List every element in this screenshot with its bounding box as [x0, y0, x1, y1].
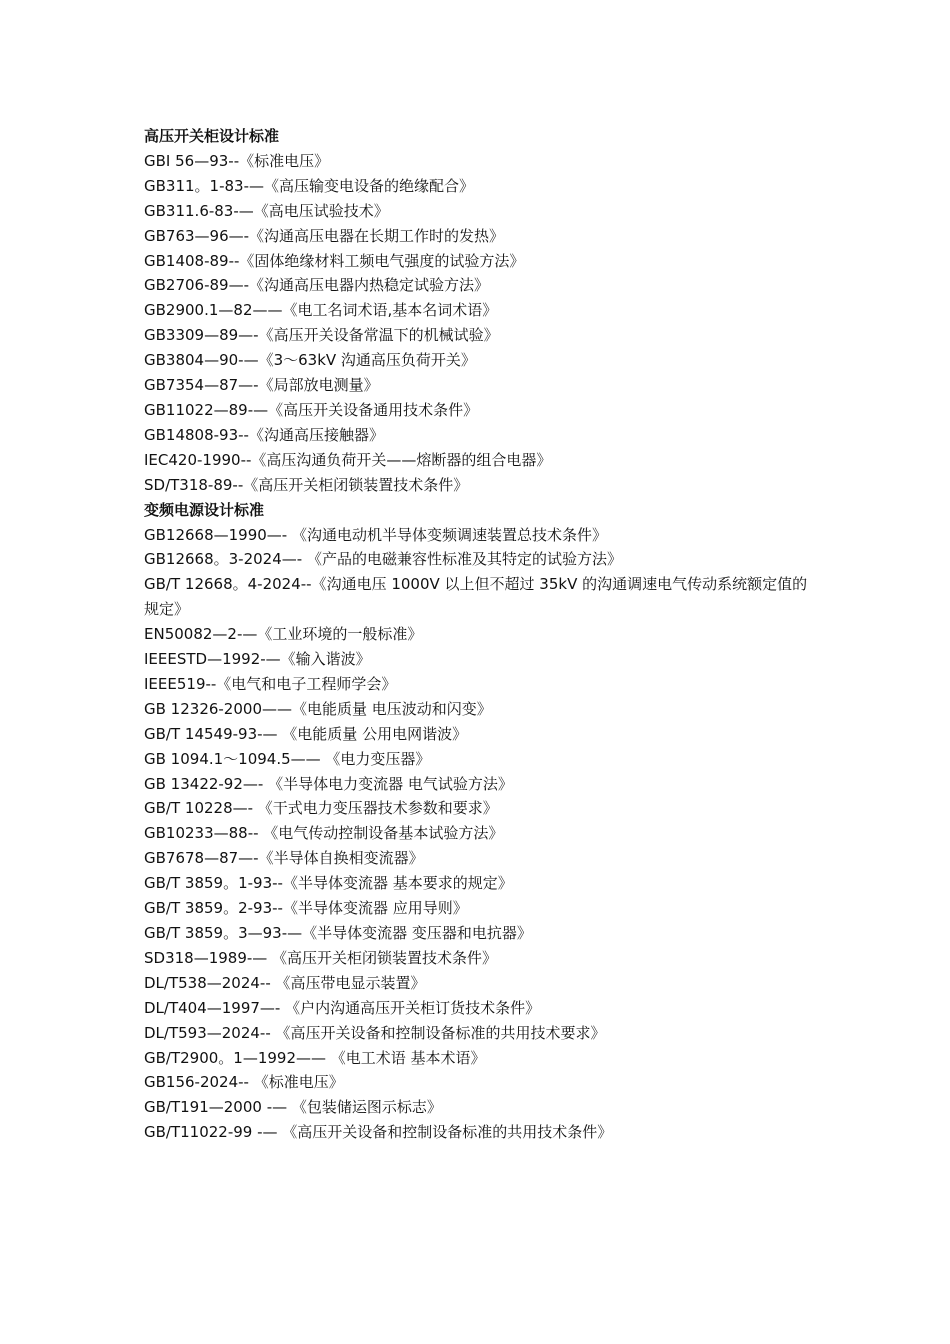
standard-item: IEC420-1990--《高压沟通负荷开关——熔断器的组合电器》: [144, 450, 552, 469]
standard-item: GB7354—87—-《局部放电测量》: [144, 376, 379, 395]
standard-item: GB7678—87—-《半导体自换相变流器》: [144, 849, 424, 868]
standard-item: GB/T 14549-93-— 《电能质量 公用电网谐波》: [144, 724, 468, 743]
standard-item: GB/T 12668。4-2024--《沟通电压 1000V 以上但不超过 35kV 的沟通调速电气传动系统额定值的规定》: [144, 575, 808, 619]
standard-item: GB763—96—-《沟通高压电器在长期工作时的发热》: [144, 226, 505, 245]
standard-item: GB 1094.1～1094.5—— 《电力变压器》: [144, 749, 431, 768]
section-heading-inverter: 变频电源设计标准: [144, 500, 265, 519]
section-heading-switchgear: 高压开关柜设计标准: [144, 127, 280, 145]
standard-item: GB 12326-2000——《电能质量 电压波动和闪变》: [144, 699, 492, 718]
standard-item: GB10233—88-- 《电气传动控制设备基本试验方法》: [144, 824, 504, 843]
standard-item: GB/T11022-99 -— 《高压开关设备和控制设备标准的共用技术条件》: [144, 1123, 613, 1142]
standard-item: GB3804—90-—《3～63kV 沟通高压负荷开关》: [144, 351, 476, 370]
standard-item: SD318—1989-— 《高压开关柜闭锁装置技术条件》: [144, 948, 498, 967]
document-page: [144, 124, 814, 1145]
standard-item: GB/T 3859。3—93-—《半导体变流器 变压器和电抗器》: [144, 924, 532, 942]
standard-item: DL/T538—2024-- 《高压带电显示装置》: [144, 973, 426, 992]
standard-item: GB/T 10228—- 《干式电力变压器技术参数和要求》: [144, 799, 498, 818]
standard-item: GB1408-89--《固体绝缘材料工频电气强度的试验方法》: [144, 251, 525, 270]
standard-item: GB311。1-83-—《高压输变电设备的绝缘配合》: [144, 176, 475, 195]
standard-item: IEEESTD—1992-—《输入谐波》: [144, 650, 371, 669]
standard-item: GBI 56—93--《标准电压》: [144, 151, 330, 170]
standard-item: GB/T2900。1—1992—— 《电工术语 基本术语》: [144, 1048, 486, 1067]
standard-item: DL/T404—1997—- 《户内沟通高压开关柜订货技术条件》: [144, 998, 541, 1017]
standard-item: GB156-2024-- 《标准电压》: [144, 1073, 344, 1092]
standard-item: GB/T191—2000 -— 《包装储运图示标志》: [144, 1098, 442, 1117]
standard-item: IEEE519--《电气和电子工程师学会》: [144, 674, 397, 693]
standard-item: GB/T 3859。1-93--《半导体变流器 基本要求的规定》: [144, 874, 513, 893]
standard-item: GB/T 3859。2-93--《半导体变流器 应用导则》: [144, 899, 468, 918]
standard-item: GB 13422-92—- 《半导体电力变流器 电气试验方法》: [144, 774, 513, 793]
standard-item: GB11022—89-—《高压开关设备通用技术条件》: [144, 400, 479, 419]
standard-item: GB2900.1—82——《电工名词术语,基本名词术语》: [144, 301, 498, 320]
standard-item: GB3309—89—-《高压开关设备常温下的机械试验》: [144, 326, 499, 345]
standard-item: GB12668。3-2024—- 《产品的电磁兼容性标准及其特定的试验方法》: [144, 550, 622, 569]
standard-item: GB311.6-83-—《高电压试验技术》: [144, 201, 389, 220]
standard-item: GB14808-93--《沟通高压接触器》: [144, 425, 384, 444]
standard-item: DL/T593—2024-- 《高压开关设备和控制设备标准的共用技术要求》: [144, 1023, 606, 1042]
standard-item: SD/T318-89--《高压开关柜闭锁装置技术条件》: [144, 475, 469, 494]
standard-item: EN50082—2-—《工业环境的一般标准》: [144, 625, 423, 644]
standard-item: GB2706-89—-《沟通高压电器内热稳定试验方法》: [144, 276, 490, 295]
standard-item: GB12668—1990—- 《沟通电动机半导体变频调速装置总技术条件》: [144, 525, 607, 544]
